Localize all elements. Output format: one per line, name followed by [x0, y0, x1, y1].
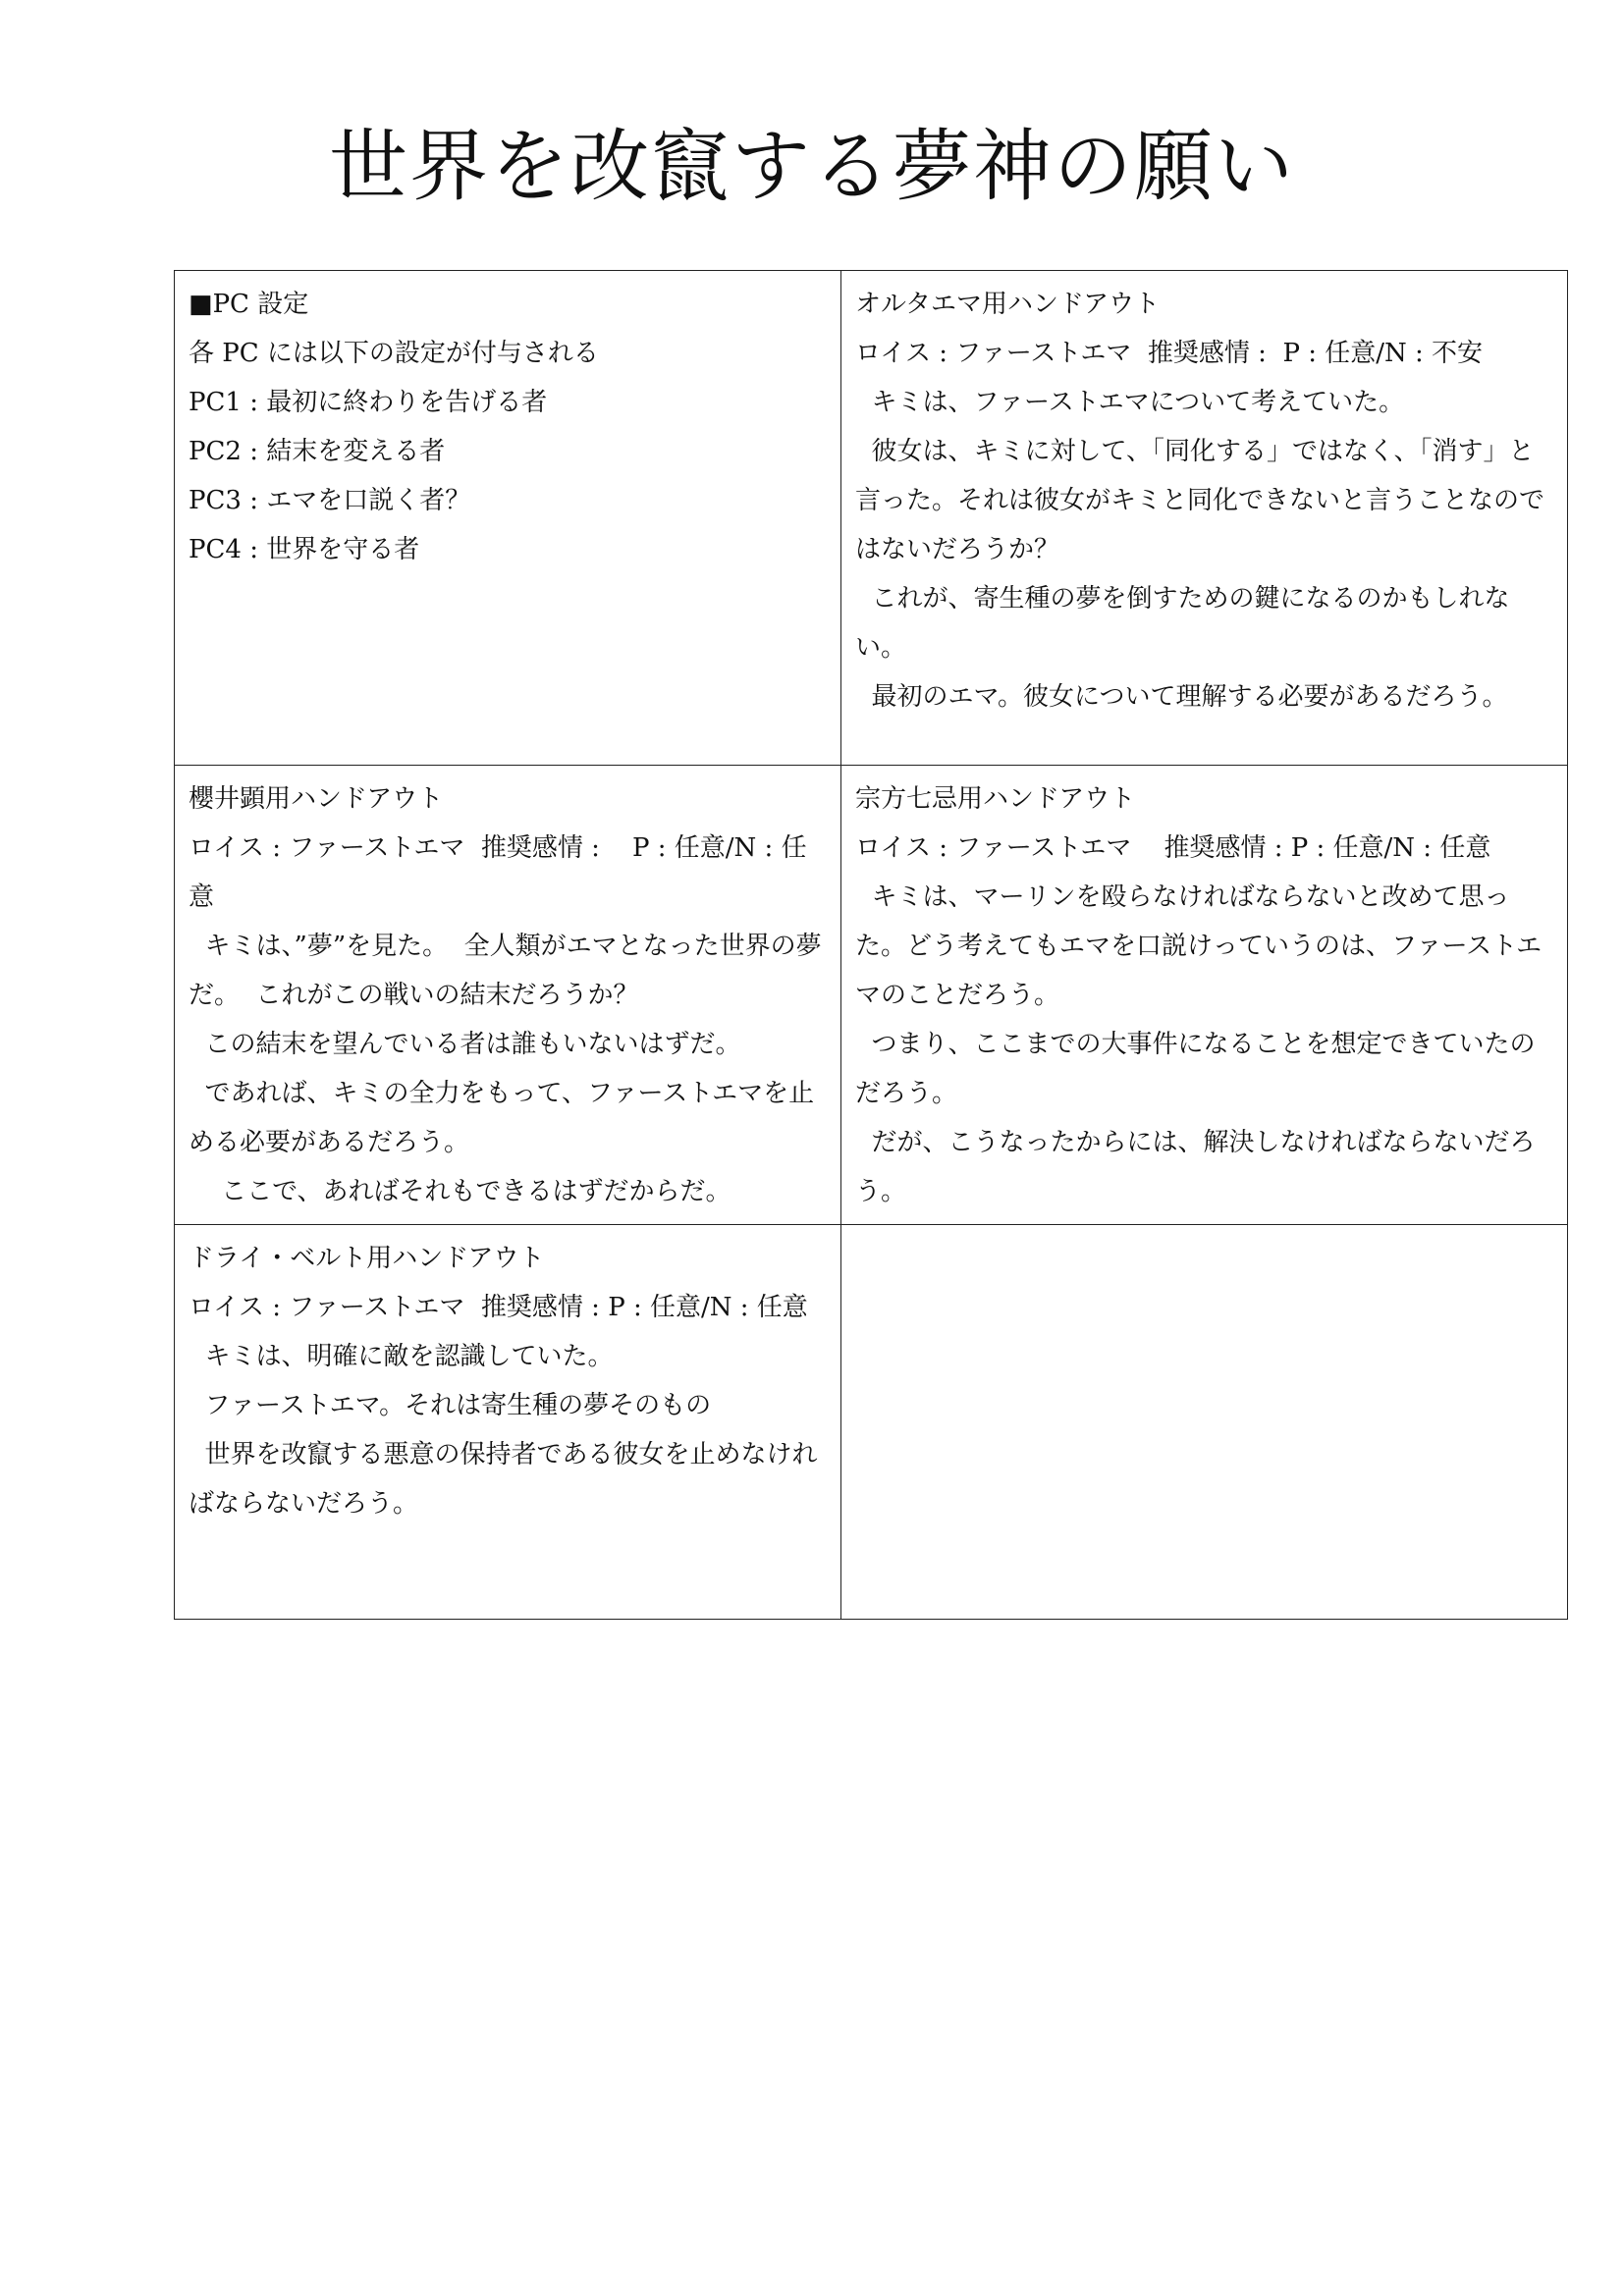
pc4-setting: PC4 : 世界を守る者 — [189, 535, 420, 564]
dry-belt-handout-cell — [175, 1225, 841, 1620]
dry-belt-handout-heading: ドライ・ベルト用ハンドアウト — [189, 1244, 545, 1273]
munakata-paragraph: だが、こうなったからには、解決しなければならないだろう。 — [855, 1128, 1536, 1206]
sakurai-handout-cell — [175, 766, 841, 1225]
sakurai-paragraph: この結末を望んでいる者は誰もいないはずだ。 — [189, 1030, 741, 1059]
pc-settings-intro: 各 PC には以下の設定が付与される — [189, 339, 599, 368]
alterema-paragraph: 最初のエマ。彼女について理解する必要があるだろう。 — [855, 682, 1508, 712]
munakata-paragraph: つまり、ここまでの大事件になることを想定できていたのだろう。 — [855, 1030, 1536, 1108]
munakata-lois: ロイス : ファーストエマ 推奨感情 : P : 任意/N : 任意 — [855, 833, 1491, 863]
empty-cell — [841, 1225, 1568, 1620]
alterema-lois: ロイス : ファーストエマ 推奨感情 : P : 任意/N : 不安 — [855, 339, 1484, 368]
sakurai-paragraph: キミは、”夢”を見た。 全人類がエマとなった世界の夢だ。 これがこの戦いの結末だろうか？ — [189, 932, 822, 1010]
table-row — [175, 271, 1568, 766]
alterema-paragraph: これが、寄生種の夢を倒すための鍵になるのかもしれない。 — [855, 584, 1510, 663]
handout-table — [174, 270, 1568, 1620]
sakurai-paragraph: であれば、キミの全力をもって、ファーストエマを止める必要があるだろう。 — [189, 1079, 815, 1157]
page-title: 世界を改竄する夢神の願い — [329, 121, 1295, 212]
munakata-handout-cell — [841, 766, 1568, 1225]
dry-belt-paragraph: キミは、明確に敵を認識していた。 — [189, 1342, 614, 1371]
alterema-handout-heading: オルタエマ用ハンドアウト — [855, 290, 1161, 319]
sakurai-paragraph: ここで、あればそれもできるはずだからだ。 — [189, 1177, 731, 1206]
pc-settings-heading: ■PC 設定 — [189, 290, 309, 319]
sakurai-lois: ロイス : ファーストエマ 推奨感情 : P : 任意/N : 任意 — [189, 833, 807, 912]
alterema-paragraph: 彼女は、キミに対して、「同化する」ではなく、「消す」と言った。それは彼女がキミと同化できないと言うことなのではないだろうか？ — [855, 437, 1545, 564]
pc-settings-cell — [175, 271, 841, 766]
dry-belt-lois: ロイス : ファーストエマ 推奨感情 : P : 任意/N : 任意 — [189, 1293, 808, 1322]
pc2-setting: PC2 : 結末を変える者 — [189, 437, 446, 466]
table-row — [175, 766, 1568, 1225]
alterema-paragraph: キミは、ファーストエマについて考えていた。 — [855, 388, 1405, 417]
table-row — [175, 1225, 1568, 1620]
pc3-setting: PC3 : エマを口説く者？ — [189, 486, 471, 515]
munakata-handout-heading: 宗方七忌用ハンドアウト — [855, 784, 1136, 814]
sakurai-handout-heading: 櫻井顕用ハンドアウト — [189, 784, 444, 814]
dry-belt-paragraph: 世界を改竄する悪意の保持者である彼女を止めなければならないだろう。 — [189, 1440, 818, 1519]
munakata-paragraph: キミは、マーリンを殴らなければならないと改めて思った。どう考えてもエマを口説けっていうのは、ファーストエマのことだろう。 — [855, 882, 1543, 1010]
dry-belt-paragraph: ファーストエマ。それは寄生種の夢そのもの — [189, 1391, 712, 1420]
alterema-handout-cell — [841, 271, 1568, 766]
pc1-setting: PC1 : 最初に終わりを告げる者 — [189, 388, 548, 417]
